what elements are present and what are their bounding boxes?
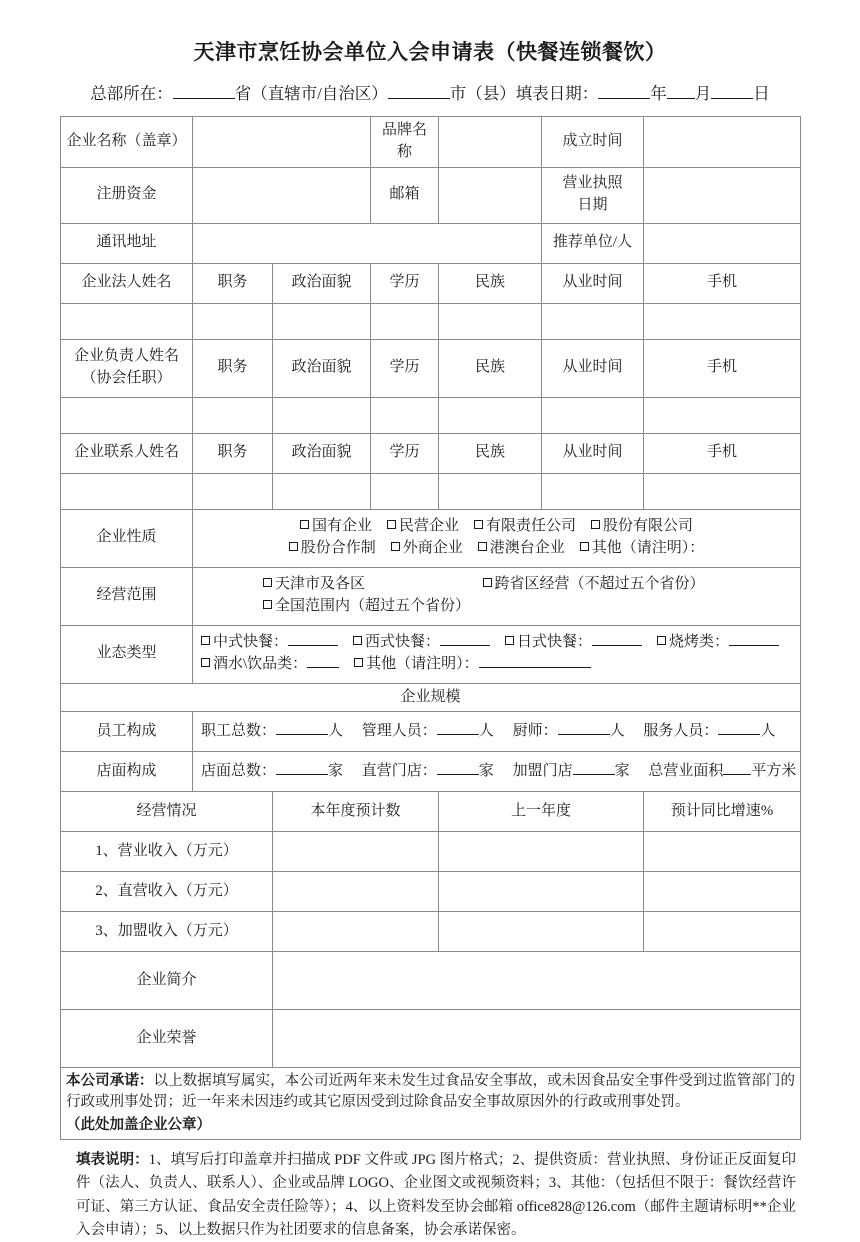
instructions-prefix: 填表说明： xyxy=(76,1152,149,1169)
checkbox-icon[interactable] xyxy=(263,578,272,587)
table-row xyxy=(61,397,801,433)
field-company-honors[interactable] xyxy=(273,1010,801,1068)
field-license-date[interactable] xyxy=(644,167,801,223)
staff-managers-unit: 人 xyxy=(478,722,494,739)
label-email: 邮箱 xyxy=(371,167,439,223)
option-label: 中式快餐： xyxy=(213,634,289,651)
page-title: 天津市烹饪协会单位入会申请表（快餐连锁餐饮） xyxy=(193,41,667,64)
checkbox-icon[interactable] xyxy=(478,542,487,551)
col-political-status: 政治面貌 xyxy=(273,263,371,303)
label-company-intro: 企业简介 xyxy=(61,952,273,1010)
store-total xyxy=(201,761,343,783)
field-contact-name[interactable] xyxy=(61,473,193,509)
label-business-type: 业态类型 xyxy=(61,625,193,683)
option-label: 国有企业 xyxy=(311,518,372,535)
staff-managers-label: 管理人员： xyxy=(361,722,437,739)
field-legal-person-political-status[interactable] xyxy=(273,303,371,339)
table-row xyxy=(61,712,801,752)
field-franchise-revenue-current[interactable] xyxy=(273,912,439,952)
month-blank[interactable] xyxy=(667,98,695,99)
option-biztype-other[interactable] xyxy=(354,654,591,676)
field-manager-political-status[interactable] xyxy=(273,397,371,433)
col-mobile: 手机 xyxy=(644,263,801,303)
option-hk-macao-taiwan[interactable] xyxy=(478,538,565,560)
table-row xyxy=(61,567,801,625)
col-position: 职务 xyxy=(193,433,273,473)
field-legal-person-mobile[interactable] xyxy=(644,303,801,339)
field-business-type xyxy=(193,625,801,683)
table-row xyxy=(61,752,801,792)
field-manager-name[interactable] xyxy=(61,397,193,433)
store-total-label: 店面总数： xyxy=(201,762,277,779)
col-previous-year: 上一年度 xyxy=(439,792,644,832)
option-label: 日式快餐： xyxy=(517,634,593,651)
col-education: 学历 xyxy=(371,433,439,473)
field-contact-political-status[interactable] xyxy=(273,473,371,509)
col-position: 职务 xyxy=(193,263,273,303)
input-biztype-other[interactable] xyxy=(479,667,591,668)
field-direct-revenue-growth[interactable] xyxy=(644,872,801,912)
field-contact-work-years[interactable] xyxy=(542,473,644,509)
label-establish-time: 成立时间 xyxy=(542,117,644,168)
table-row xyxy=(61,263,801,303)
input-beverage[interactable] xyxy=(307,667,339,668)
table-row xyxy=(61,339,801,397)
staff-chefs xyxy=(513,721,625,743)
input-barbecue[interactable] xyxy=(729,645,779,646)
field-manager-education[interactable] xyxy=(371,397,439,433)
checkbox-icon[interactable] xyxy=(657,636,666,645)
field-operating-revenue-current[interactable] xyxy=(273,832,439,872)
option-nature-other[interactable] xyxy=(580,538,705,560)
city-blank[interactable] xyxy=(388,98,450,99)
field-company-intro[interactable] xyxy=(273,952,801,1010)
checkbox-icon[interactable] xyxy=(391,542,400,551)
date-label: 填表日期： xyxy=(515,84,599,103)
field-operating-revenue-growth[interactable] xyxy=(644,832,801,872)
table-row xyxy=(61,117,801,168)
option-beverage[interactable] xyxy=(201,654,339,676)
field-legal-person-position[interactable] xyxy=(193,303,273,339)
col-position: 职务 xyxy=(193,339,273,397)
header-location-date-line xyxy=(60,80,800,104)
label-license-date xyxy=(542,167,644,223)
city-suffix: 市（县） xyxy=(449,84,516,103)
store-franchise-label: 加盟门店 xyxy=(512,762,573,779)
staff-total xyxy=(201,721,343,743)
province-blank[interactable] xyxy=(173,98,235,99)
checkbox-icon[interactable] xyxy=(289,542,298,551)
option-label: 西式快餐： xyxy=(365,634,441,651)
label-contact-name: 企业联系人姓名 xyxy=(61,433,193,473)
form-instructions xyxy=(60,1149,800,1242)
option-tianjin-districts[interactable] xyxy=(263,574,365,596)
option-stock-cooperative[interactable] xyxy=(289,538,376,560)
label-enterprise-nature: 企业性质 xyxy=(61,509,193,567)
table-row xyxy=(61,952,801,1010)
field-direct-revenue-previous[interactable] xyxy=(439,872,644,912)
field-manager-ethnicity[interactable] xyxy=(439,397,542,433)
table-row xyxy=(61,1010,801,1068)
label-registered-capital: 注册资金 xyxy=(61,167,193,223)
input-chinese-fastfood[interactable] xyxy=(288,645,338,646)
col-political-status: 政治面貌 xyxy=(273,433,371,473)
checkbox-icon[interactable] xyxy=(300,520,309,529)
day-unit: 日 xyxy=(753,84,770,103)
nature-options-row2 xyxy=(198,538,795,560)
col-education: 学历 xyxy=(371,263,439,303)
field-store-composition xyxy=(193,752,801,792)
col-mobile: 手机 xyxy=(644,339,801,397)
field-address[interactable] xyxy=(193,223,542,263)
input-staff-service[interactable] xyxy=(718,734,760,735)
col-current-year-estimate: 本年度预计数 xyxy=(273,792,439,832)
table-row xyxy=(61,167,801,223)
table-row xyxy=(61,509,801,567)
table-row xyxy=(61,832,801,872)
commitment-block xyxy=(61,1068,801,1140)
option-label: 烧烤类： xyxy=(669,634,730,651)
instructions-body: 1、填写后打印盖章并扫描成 PDF 文件或 JPG 图片格式；2、提供资质：营业执照、身份证正反面复印件（法人、负责人、联系人）、企业或品牌 LOGO、企业图文或视频资料；3、其他：（包括但不限于：餐饮经营许可证、第三方认证、食品安全责任险等）；4、以上资料发至协会邮箱 office828@126.com（邮件主题请标明**企业入会申请）；5、以上数据只作为社团要求的信息备案，协会承诺保密。 xyxy=(76,1152,796,1238)
label-direct-revenue: 2、直营收入（万元） xyxy=(61,872,273,912)
option-label: 股份合作制 xyxy=(300,540,376,556)
table-row xyxy=(61,872,801,912)
month-unit: 月 xyxy=(694,84,712,103)
label-brand-name: 品牌名称 xyxy=(371,117,439,168)
scope-options-row1 xyxy=(263,574,795,596)
store-area-label: 总营业面积 xyxy=(648,762,724,779)
field-contact-ethnicity[interactable] xyxy=(439,473,542,509)
option-label: 外商企业 xyxy=(402,540,463,556)
store-franchise xyxy=(513,761,630,783)
label-address: 通讯地址 xyxy=(61,223,193,263)
option-barbecue[interactable] xyxy=(657,632,779,654)
input-staff-chefs[interactable] xyxy=(558,734,610,735)
store-direct-unit: 家 xyxy=(478,762,494,779)
field-legal-person-ethnicity[interactable] xyxy=(439,303,542,339)
field-direct-revenue-current[interactable] xyxy=(273,872,439,912)
table-row xyxy=(61,1068,801,1140)
field-operating-revenue-previous[interactable] xyxy=(439,832,644,872)
table-row xyxy=(61,625,801,683)
option-state-owned[interactable] xyxy=(300,516,372,538)
staff-total-unit: 人 xyxy=(328,722,344,739)
label-legal-person-name: 企业法人姓名 xyxy=(61,263,193,303)
col-yoy-growth: 预计同比增速% xyxy=(644,792,801,832)
biztype-options-row1 xyxy=(201,632,795,654)
staff-chefs-label: 厨师： xyxy=(512,722,558,739)
field-email[interactable] xyxy=(439,167,542,223)
label-manager-name xyxy=(61,339,193,397)
option-limited-liability[interactable] xyxy=(474,516,576,538)
checkbox-icon[interactable] xyxy=(387,520,396,529)
checkbox-icon[interactable] xyxy=(591,520,600,529)
store-area xyxy=(648,761,796,783)
province-suffix: 省（直辖市/自治区） xyxy=(234,84,388,103)
field-business-scope xyxy=(193,567,801,625)
input-store-total[interactable] xyxy=(276,774,328,775)
field-manager-position[interactable] xyxy=(193,397,273,433)
option-label: 有限责任公司 xyxy=(486,518,577,535)
table-row xyxy=(61,683,801,712)
staff-service-label: 服务人员： xyxy=(643,722,719,739)
label-store-composition: 店面构成 xyxy=(61,752,193,792)
option-label: 全国范围内（超过五个省份） xyxy=(275,598,471,614)
store-direct xyxy=(362,761,494,783)
col-education: 学历 xyxy=(371,339,439,397)
label-license-date-line2: 日期 xyxy=(577,197,608,213)
option-western-fastfood[interactable] xyxy=(353,632,490,654)
checkbox-icon[interactable] xyxy=(201,636,210,645)
option-chinese-fastfood[interactable] xyxy=(201,632,338,654)
commitment-body: 以上数据填写属实，本公司近两年来未发生过食品安全事故，或未因食品安全事件受到过监管部门的行政或刑事处罚；近一年来未因违约或其它原因受到过除食品安全事故原因外的行政或刑事处罚。 xyxy=(66,1073,796,1111)
col-ethnicity: 民族 xyxy=(439,263,542,303)
label-manager-name-line1: 企业负责人姓名 xyxy=(73,348,179,365)
option-label: 酒水\饮品类： xyxy=(213,656,308,672)
checkbox-icon[interactable] xyxy=(354,658,363,667)
label-franchise-revenue: 3、加盟收入（万元） xyxy=(61,912,273,952)
option-foreign-invested[interactable] xyxy=(391,538,463,560)
staff-total-label: 职工总数： xyxy=(201,722,277,739)
table-row xyxy=(61,792,801,832)
checkbox-icon[interactable] xyxy=(505,636,514,645)
field-franchise-revenue-previous[interactable] xyxy=(439,912,644,952)
col-work-years: 从业时间 xyxy=(542,263,644,303)
checkbox-icon[interactable] xyxy=(474,520,483,529)
input-store-direct[interactable] xyxy=(437,774,479,775)
application-form-table xyxy=(60,116,801,1140)
field-legal-person-work-years[interactable] xyxy=(542,303,644,339)
field-contact-mobile[interactable] xyxy=(644,473,801,509)
col-political-status: 政治面貌 xyxy=(273,339,371,397)
checkbox-icon[interactable] xyxy=(580,542,589,551)
checkbox-icon[interactable] xyxy=(201,658,210,667)
staff-service-unit: 人 xyxy=(760,722,776,739)
store-franchise-unit: 家 xyxy=(614,762,630,779)
option-japanese-fastfood[interactable] xyxy=(505,632,642,654)
checkbox-icon[interactable] xyxy=(483,578,492,587)
field-registered-capital[interactable] xyxy=(193,167,371,223)
staff-service xyxy=(643,721,775,743)
option-label: 其他（请注明）： xyxy=(366,656,479,672)
year-unit: 年 xyxy=(650,84,667,103)
option-label: 其他（请注明）： xyxy=(591,540,705,556)
checkbox-icon[interactable] xyxy=(263,600,272,609)
table-row xyxy=(61,433,801,473)
option-joint-stock[interactable] xyxy=(591,516,693,538)
day-blank[interactable] xyxy=(711,98,753,99)
label-staff-composition: 员工构成 xyxy=(61,712,193,752)
col-work-years: 从业时间 xyxy=(542,339,644,397)
table-row xyxy=(61,223,801,263)
option-private[interactable] xyxy=(387,516,459,538)
checkbox-icon[interactable] xyxy=(353,636,362,645)
input-store-franchise[interactable] xyxy=(573,774,615,775)
label-license-date-line1: 营业执照 xyxy=(562,175,623,192)
year-blank[interactable] xyxy=(598,98,650,99)
staff-chefs-unit: 人 xyxy=(609,722,625,739)
col-ethnicity: 民族 xyxy=(439,433,542,473)
hq-label: 总部所在： xyxy=(90,84,173,103)
option-cross-province[interactable] xyxy=(483,574,705,596)
input-staff-total[interactable] xyxy=(276,734,328,735)
store-area-unit: 平方米 xyxy=(751,762,797,779)
section-header-scale: 企业规模 xyxy=(61,683,801,712)
field-staff-composition xyxy=(193,712,801,752)
staff-managers xyxy=(362,721,494,743)
label-manager-name-line2: （协会任职） xyxy=(81,370,172,386)
col-performance-item: 经营情况 xyxy=(61,792,273,832)
field-franchise-revenue-growth[interactable] xyxy=(644,912,801,952)
field-establish-time[interactable] xyxy=(644,117,801,168)
label-company-name: 企业名称（盖章） xyxy=(61,117,193,168)
label-operating-revenue: 1、营业收入（万元） xyxy=(61,832,273,872)
biztype-options-row2 xyxy=(201,654,795,676)
field-contact-position[interactable] xyxy=(193,473,273,509)
option-label: 跨省区经营（不超过五个省份） xyxy=(494,576,705,593)
field-enterprise-nature xyxy=(193,509,801,567)
table-row xyxy=(61,912,801,952)
option-label: 民营企业 xyxy=(398,518,459,535)
field-manager-work-years[interactable] xyxy=(542,397,644,433)
input-staff-managers[interactable] xyxy=(437,734,479,735)
input-store-area[interactable] xyxy=(723,774,751,775)
option-nationwide[interactable] xyxy=(263,596,470,618)
commitment-seal-note: （此处加盖企业公章） xyxy=(66,1117,211,1134)
field-manager-mobile[interactable] xyxy=(644,397,801,433)
store-total-unit: 家 xyxy=(328,762,344,779)
table-row xyxy=(61,303,801,339)
field-legal-person-education[interactable] xyxy=(371,303,439,339)
store-direct-label: 直营门店： xyxy=(361,762,437,779)
option-label: 港澳台企业 xyxy=(489,540,565,556)
col-ethnicity: 民族 xyxy=(439,339,542,397)
col-mobile: 手机 xyxy=(644,433,801,473)
field-company-name[interactable] xyxy=(193,117,371,168)
field-contact-education[interactable] xyxy=(371,473,439,509)
field-recommender[interactable] xyxy=(644,223,801,263)
option-label: 股份有限公司 xyxy=(603,518,694,535)
field-legal-person-name[interactable] xyxy=(61,303,193,339)
label-recommender: 推荐单位/人 xyxy=(542,223,644,263)
col-work-years: 从业时间 xyxy=(542,433,644,473)
commitment-prefix: 本公司承诺： xyxy=(66,1073,154,1090)
input-japanese-fastfood[interactable] xyxy=(592,645,642,646)
option-label: 天津市及各区 xyxy=(275,576,366,593)
field-brand-name[interactable] xyxy=(439,117,542,168)
nature-options-row1 xyxy=(198,516,795,538)
table-row xyxy=(61,473,801,509)
scope-options-row2 xyxy=(263,596,795,618)
label-business-scope: 经营范围 xyxy=(61,567,193,625)
label-company-honors: 企业荣誉 xyxy=(61,1010,273,1068)
input-western-fastfood[interactable] xyxy=(440,645,490,646)
